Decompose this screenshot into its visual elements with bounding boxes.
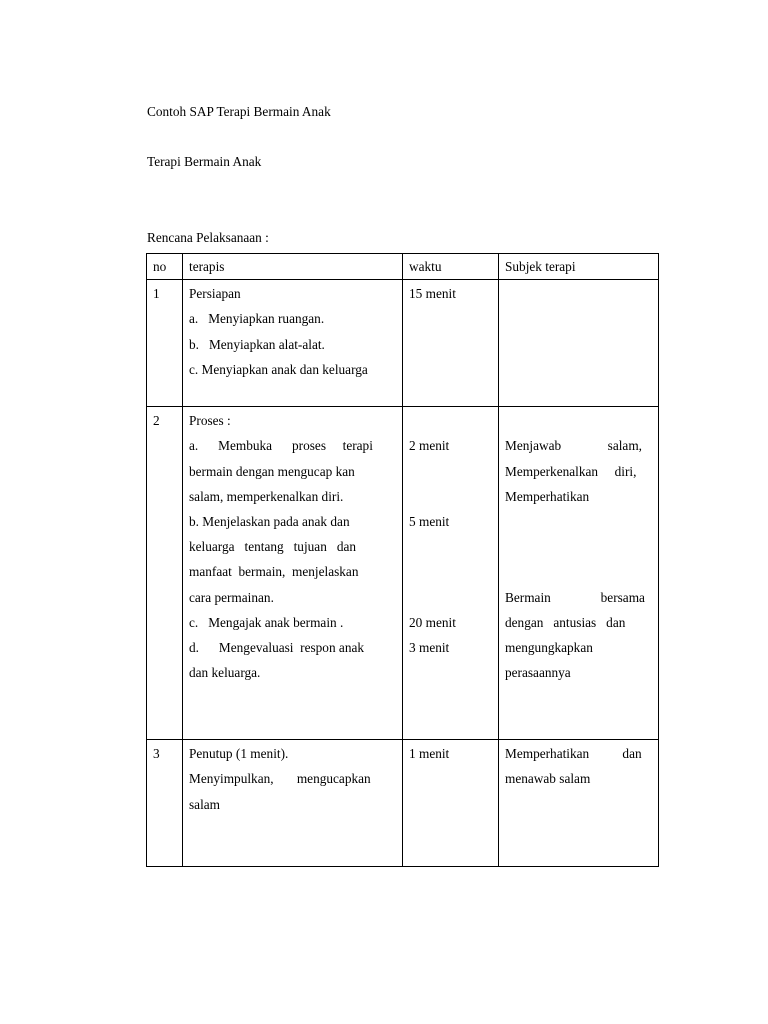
row3-subjek-l2: menawab salam (505, 771, 591, 787)
row2-d-l1: d. Mengevaluasi respon anak (189, 640, 365, 656)
table-header-row (147, 254, 659, 280)
row3-no: 3 (147, 740, 183, 867)
row2-waktu (403, 407, 499, 740)
row3-subjek-l1: Memperhatikan dan (505, 746, 642, 762)
document-title: Contoh SAP Terapi Bermain Anak (147, 104, 331, 119)
row1-terapis (183, 280, 403, 407)
row2-d-l2: dan keluarga. (189, 665, 261, 681)
row2-c-l1: c. Mengajak anak bermain . (189, 614, 344, 630)
table-row (147, 740, 659, 867)
row2-a-l1: a. Membuka proses terapi (189, 438, 373, 454)
row1-no: 1 (147, 280, 183, 407)
row1-item-b: b. Menyiapkan alat-alat. (189, 336, 325, 352)
header-no: no (147, 254, 183, 280)
row1-subjek (499, 280, 659, 407)
row2-b-l3: manfaat bermain, menjelaskan (189, 564, 359, 580)
row2-no: 2 (147, 407, 183, 740)
row2-b-l4: cara permainan. (189, 589, 274, 605)
row2-subjek2-l3: mengungkapkan (505, 639, 593, 655)
row3-subjek (499, 740, 659, 867)
row2-a-l3: salam, memperkenalkan diri. (189, 488, 344, 504)
header-terapis: terapis (183, 254, 403, 280)
row2-subjek1-l3: Memperhatikan (505, 488, 590, 504)
row2-subjek2-l4: perasaannya (505, 665, 571, 681)
row1-item-c: c. Menyiapkan anak dan keluarga (189, 361, 368, 377)
row3-waktu: 1 menit (403, 740, 499, 867)
row2-b-l1: b. Menjelaskan pada anak dan (189, 514, 350, 530)
header-subjek: Subjek terapi (499, 254, 659, 280)
plan-label: Rencana Pelaksanaan : (147, 230, 269, 245)
row2-subjek2-l1: Bermain bersama (505, 589, 645, 605)
row2-title: Proses : (189, 413, 231, 429)
row1-waktu: 15 menit (403, 280, 499, 407)
row2-waktu-c: 20 menit (409, 614, 456, 630)
row2-waktu-d: 3 menit (409, 639, 450, 655)
table-row (147, 407, 659, 740)
row1-item-a: a. Menyiapkan ruangan. (189, 311, 325, 327)
table-row (147, 280, 659, 407)
row2-subjek2-l2: dengan antusias dan (505, 614, 626, 630)
row3-l3: salam (189, 796, 221, 812)
row2-waktu-a: 2 menit (409, 438, 450, 454)
row2-subjek1-l1: Menjawab salam, (505, 438, 643, 454)
row2-subjek1-l2: Memperkenalkan diri, (505, 463, 637, 479)
row2-terapis (183, 407, 403, 740)
plan-table (146, 253, 659, 867)
row3-terapis (183, 740, 403, 867)
row2-b-l2: keluarga tentang tujuan dan (189, 539, 357, 555)
row2-subjek (499, 407, 659, 740)
header-waktu: waktu (403, 254, 499, 280)
row2-waktu-b: 5 menit (409, 513, 450, 529)
document-subtitle: Terapi Bermain Anak (147, 154, 262, 169)
row1-title: Persiapan (189, 286, 241, 302)
row3-l2: Menyimpulkan, mengucapkan (189, 771, 371, 787)
row3-l1: Penutup (1 menit). (189, 746, 289, 762)
row2-a-l2: bermain dengan mengucap kan (189, 463, 355, 479)
